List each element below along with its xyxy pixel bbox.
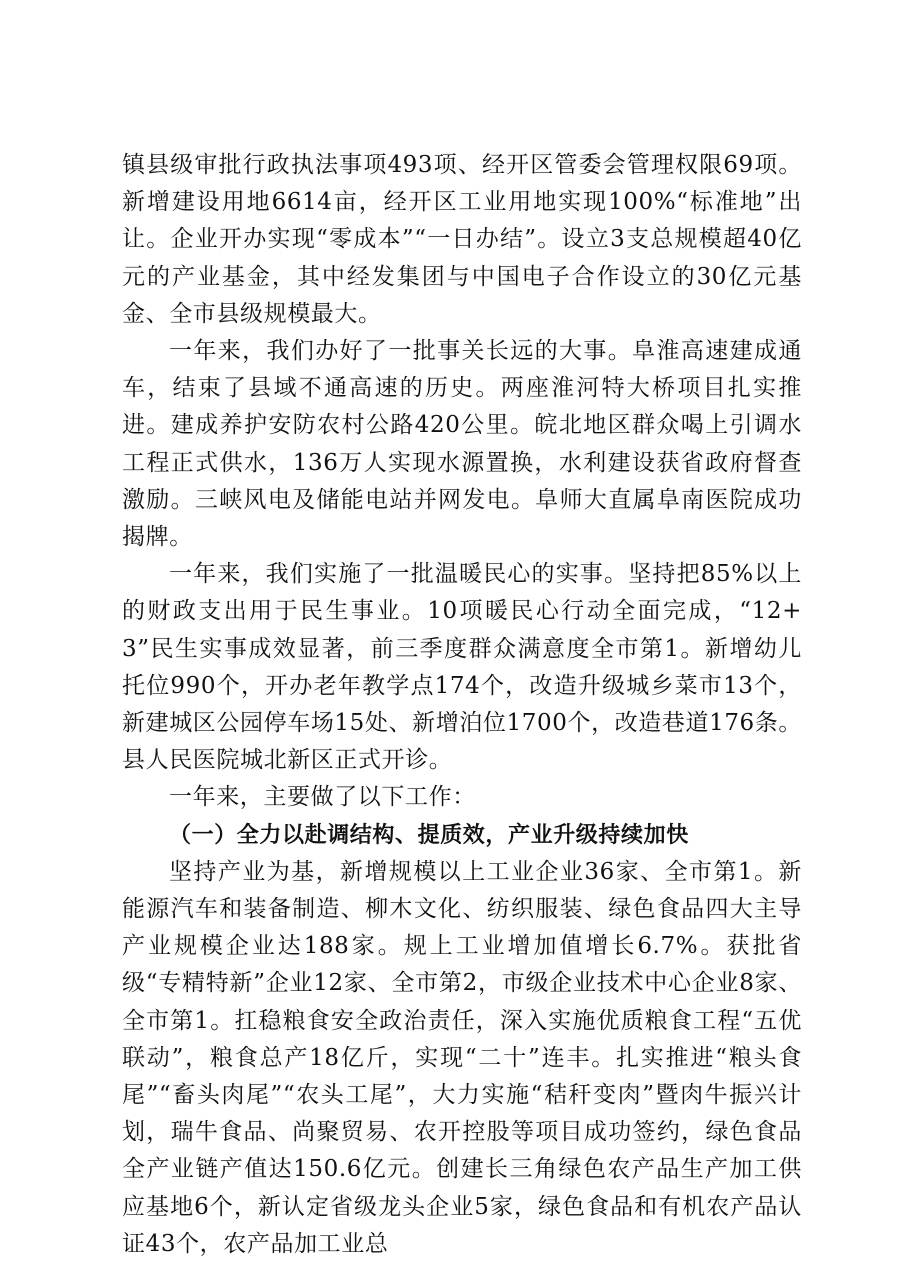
paragraph-industry-upgrade: 坚持产业为基，新增规模以上工业企业36家、全市第1。新能源汽车和装备制造、柳木文化、纺织服装、绿色食品四大主导产业规模企业达188家。规上工业增加值增长6.7%。获批省级“专精特新”企业12家、全市第2，市级企业技术中心企业8家、全市第1。扛稳粮食安全政治责任，深入实施优质粮食工程“五优联动”，粮食总产18亿斤，实现“二十”连丰。扎实推进“粮头食尾”“畜头肉尾”“农头工尾”，大力实施“秸秆变肉”暨肉牛振兴计划，瑞牛食品、尚聚贸易、农开控股等项目成功签约，绿色食品全产业链产值达150.6亿元。创建长三角绿色农产品生产加工供应基地6个，新认定省级龙头企业5家，绿色食品和有机农产品认证43个，农产品加工业总 [122,858,802,1257]
section-heading: （一）全力以赴调结构、提质效，产业升级持续加快 [169,822,689,848]
paragraph-approval-reform: 镇县级审批行政执法事项493项、经开区管委会管理权限69项。新增建设用地6614亩，经开区工业用地实现100%“标准地”出让。企业开办实现“零成本”“一日办结”。设立3支总规模超40亿元的产业基金，其中经发集团与中国电子合作设立的30亿元基金、全市县级规模最大。 [122,152,802,327]
document-body [122,147,802,1263]
paragraph-long-term-projects: 一年来，我们办好了一批事关长远的大事。阜淮高速建成通车，结束了县域不通高速的历史。两座淮河特大桥项目扎实推进。建成养护安防农村公路420公里。皖北地区群众喝上引调水工程正式供水，136万人实现水源置换，水利建设获省政府督查激励。三峡风电及储能电站并网发电。阜师大直属阜南医院成功揭牌。 [122,338,802,551]
paragraph-livelihood-projects: 一年来，我们实施了一批温暖民心的实事。坚持把85%以上的财政支出用于民生事业。10项暖民心行动全面完成，“12+3”民生实事成效显著，前三季度群众满意度全市第1。新增幼儿托位990个，开办老年教学点174个，改造升级城乡菜市13个，新建城区公园停车场15处、新增泊位1700个，改造巷道176条。县人民医院城北新区正式开诊。 [122,561,802,774]
paragraph-work-summary-intro: 一年来，主要做了以下工作： [169,784,476,811]
